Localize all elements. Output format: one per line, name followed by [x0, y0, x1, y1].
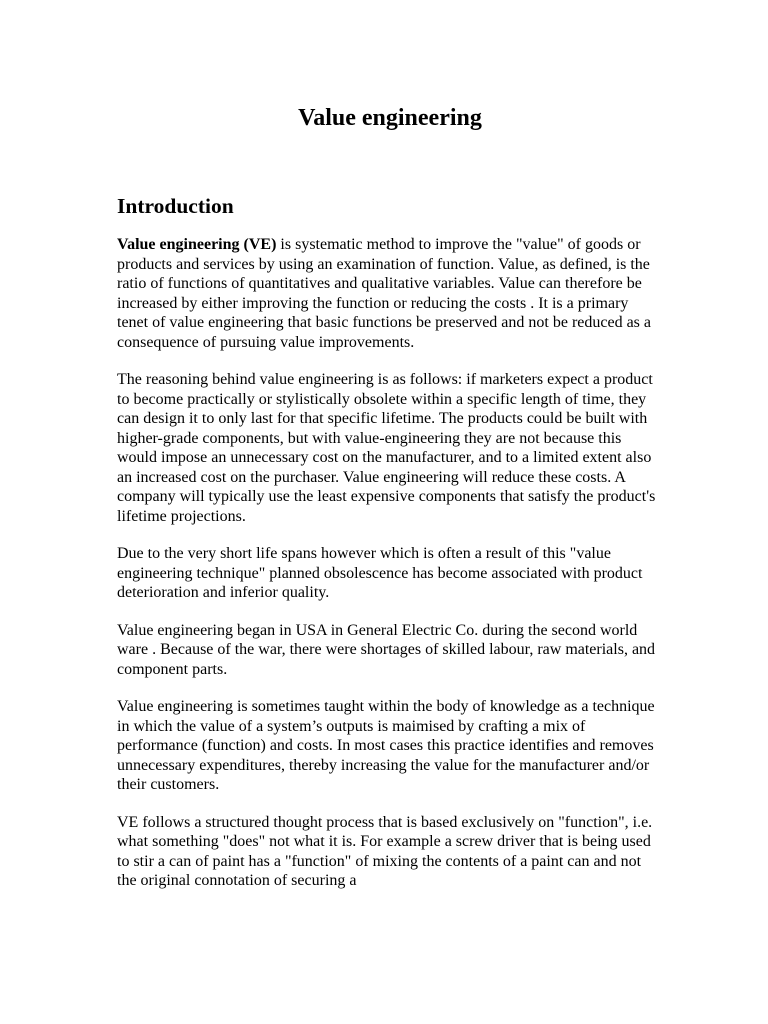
paragraph: Due to the very short life spans however which is often a result of this "value engineering technique" planned obsolescence has become associated with product deterioration and inferior quality.	[117, 545, 643, 601]
document-body	[117, 235, 662, 909]
paragraph: Value engineering began in USA in General Electric Co. during the second world ware . Because of the war, there were shortages of skilled labour, raw materials, and component parts.	[117, 621, 656, 678]
paragraph: VE follows a structured thought process that is based exclusively on "function", i.e. what something "does" not what it is. For example a screw driver that is being used to stir a can of paint has a "function" of mixing the contents of a paint can and not the original connotation of securing a	[117, 813, 653, 889]
paragraph: Value engineering (VE) is systematic method to improve the "value" of goods or products and services by using an examination of function. Value, as defined, is the ratio of functions of quantitatives and qualitative variables. Value can therefore be increased by either improving the function or reducing the costs . It is a primary tenet of value engineering that basic functions be preserved and not be reduced as a consequence of pursuing value improvements.	[117, 236, 652, 351]
bold-abbreviation: VE	[248, 236, 272, 253]
bold-term: Value engineering	[117, 236, 240, 253]
paragraph: Value engineering is sometimes taught within the body of knowledge as a technique in which the value of a system’s outputs is maimised by crafting a mix of performance (function) and costs. In most cases this practice identifies and removes unnecessary expenditures, thereby increasing the value for the manufacturer and/or their customers.	[117, 698, 655, 793]
paragraph: The reasoning behind value engineering is as follows: if marketers expect a product to become practically or stylistically obsolete within a specific length of time, they can design it to only last for that specific lifetime. The products could be built with higher-grade components, but with value-engineering they are not because this would impose an unnecessary cost on the manufacturer, and to a limited extent also an increased cost on the purchaser. Value engineering will reduce these costs. A company will typically use the least expensive components that satisfy the product's lifetime projections.	[117, 371, 656, 525]
section-heading: Introduction	[117, 194, 234, 218]
paragraph-text: is systematic method to improve the "value" of goods or products and services by using an examination of function. Value, as defined, is the ratio of functions of quantitatives and qualitative variables. Value can therefore be increased by either improving the function or reducing the costs . It is a primary tenet of value engineering that basic functions be preserved and not be reduced as a consequence of pursuing value improvements.	[117, 236, 652, 351]
document-title: Value engineering	[298, 105, 482, 131]
